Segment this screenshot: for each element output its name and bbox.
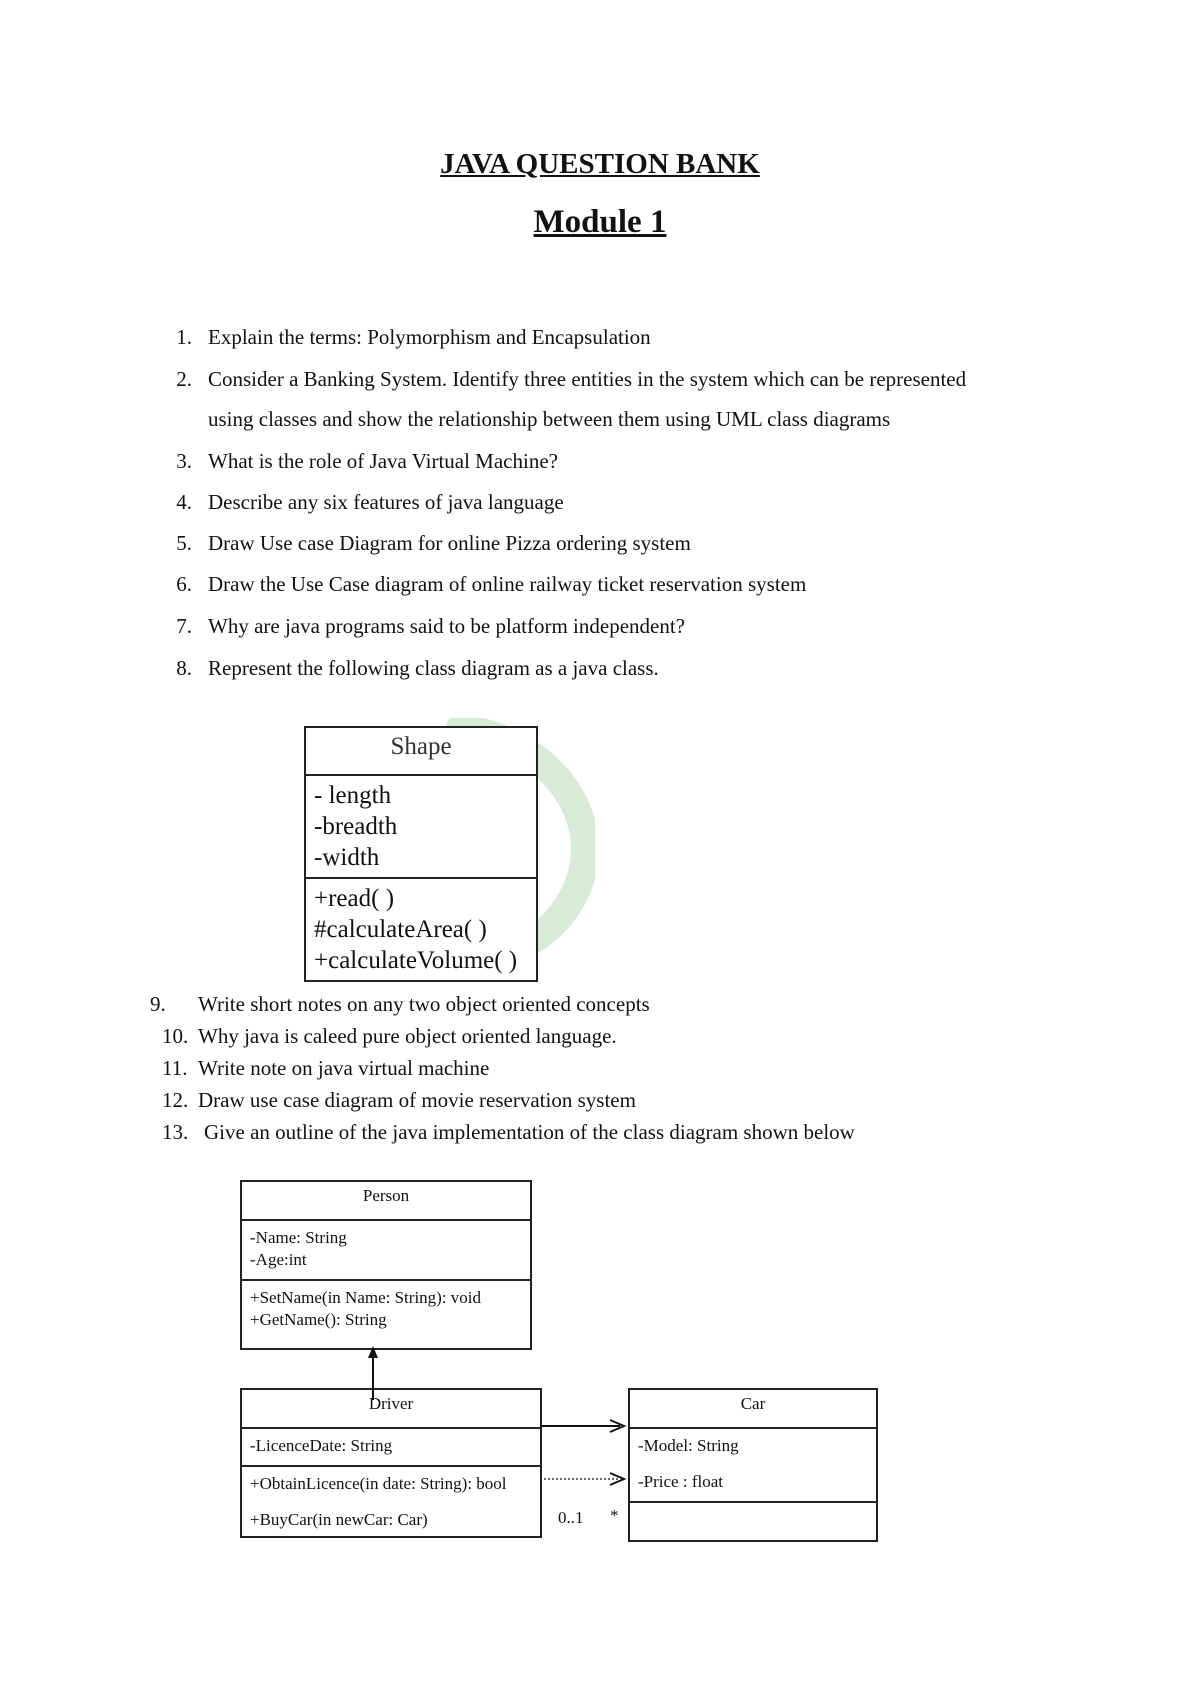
car-attribute: -Model: String bbox=[638, 1436, 739, 1455]
question-text-continued: using classes and show the relationship between them using UML class diagrams bbox=[208, 407, 891, 431]
driver-attribute: -LicenceDate: String bbox=[250, 1436, 393, 1455]
module-title: Module 1 bbox=[533, 204, 667, 240]
question-number: 10. bbox=[162, 1024, 189, 1048]
question-text: Describe any six features of java language bbox=[208, 490, 564, 514]
person-attribute: -Age:int bbox=[250, 1250, 307, 1269]
shape-operation: +calculateVolume( ) bbox=[314, 947, 518, 974]
shape-operation: #calculateArea( ) bbox=[314, 916, 487, 943]
question-text: Write note on java virtual machine bbox=[198, 1056, 490, 1080]
question-number: 13. bbox=[162, 1120, 189, 1144]
question-number: 3. bbox=[176, 449, 192, 473]
question-text: Why java is caleed pure object oriented language. bbox=[198, 1024, 617, 1048]
question-text: Draw the Use Case diagram of online railway ticket reservation system bbox=[208, 572, 807, 596]
question-text: Represent the following class diagram as a java class. bbox=[208, 656, 659, 680]
question-text: Why are java programs said to be platform independent? bbox=[208, 614, 685, 638]
question-number: 11. bbox=[162, 1056, 188, 1080]
person-operation: +GetName(): String bbox=[250, 1310, 387, 1329]
shape-attribute: - length bbox=[314, 782, 392, 809]
question-text: Explain the terms: Polymorphism and Encapsulation bbox=[208, 325, 651, 349]
question-number: 8. bbox=[176, 656, 192, 680]
multiplicity-car: * bbox=[610, 1506, 619, 1525]
question-text: Draw use case diagram of movie reservation system bbox=[198, 1088, 636, 1112]
question-number: 9. bbox=[150, 992, 166, 1016]
person-attribute: -Name: String bbox=[250, 1228, 347, 1247]
question-number: 7. bbox=[176, 614, 192, 638]
question-text: Write short notes on any two object oriented concepts bbox=[198, 992, 650, 1016]
question-number: 6. bbox=[176, 572, 192, 596]
document-title: JAVA QUESTION BANK bbox=[440, 148, 760, 180]
question-number: 4. bbox=[176, 490, 192, 514]
question-text: Draw Use case Diagram for online Pizza ordering system bbox=[208, 531, 691, 555]
multiplicity-driver: 0..1 bbox=[558, 1508, 584, 1527]
person-operation: +SetName(in Name: String): void bbox=[250, 1288, 482, 1307]
person-class-name: Person bbox=[362, 1186, 410, 1205]
driver-operation: +BuyCar(in newCar: Car) bbox=[250, 1510, 428, 1529]
inheritance-arrowhead bbox=[368, 1346, 378, 1358]
shape-operation: +read( ) bbox=[314, 885, 395, 912]
car-attribute: -Price : float bbox=[638, 1472, 723, 1491]
question-number: 1. bbox=[176, 325, 192, 349]
shape-attribute: -breadth bbox=[314, 813, 398, 840]
shape-attribute: -width bbox=[314, 844, 380, 871]
driver-class-name: Driver bbox=[368, 1394, 414, 1413]
car-class-name: Car bbox=[740, 1394, 766, 1413]
shape-class-name: Shape bbox=[390, 733, 452, 760]
question-number: 2. bbox=[176, 367, 192, 391]
question-text: What is the role of Java Virtual Machine? bbox=[208, 449, 558, 473]
question-number: 12. bbox=[162, 1088, 189, 1112]
question-text: Consider a Banking System. Identify three entities in the system which can be represented bbox=[208, 367, 967, 391]
driver-operation: +ObtainLicence(in date: String): bool bbox=[250, 1474, 507, 1493]
question-number: 5. bbox=[176, 531, 192, 555]
question-text: Give an outline of the java implementation of the class diagram shown below bbox=[204, 1120, 855, 1144]
